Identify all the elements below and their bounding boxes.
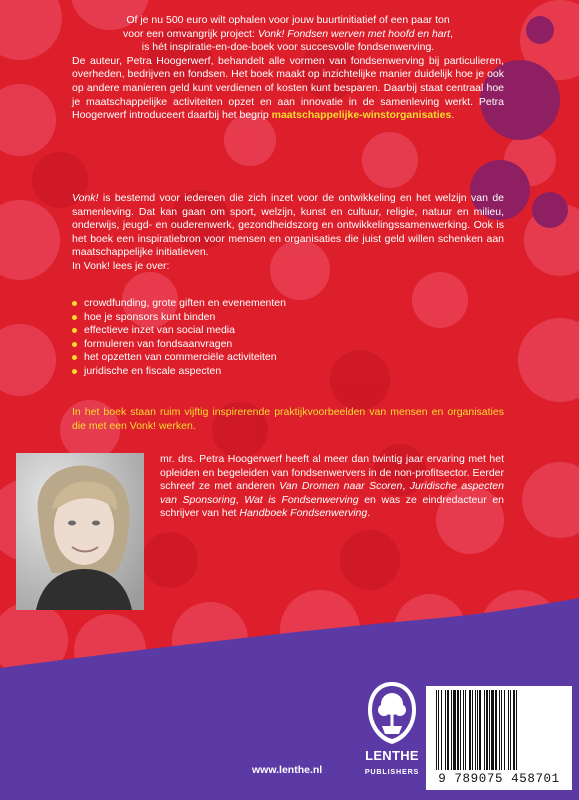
barcode-bar bbox=[472, 690, 473, 770]
author-bio bbox=[160, 453, 504, 521]
barcode-bar bbox=[501, 690, 502, 770]
list-item bbox=[72, 365, 504, 379]
intro-line-1: Of je nu 500 euro wilt ophalen voor jouw buurtinitiatief of een paar ton bbox=[126, 14, 450, 26]
bio-end: . bbox=[367, 507, 371, 520]
barcode-bar bbox=[441, 690, 442, 770]
list-item bbox=[72, 324, 504, 338]
barcode-bar bbox=[460, 690, 461, 770]
publisher-website-link[interactable]: www.lenthe.nl bbox=[252, 764, 323, 776]
intro-paragraph bbox=[72, 14, 504, 123]
barcode-bar bbox=[504, 690, 505, 770]
tree-emblem-icon bbox=[362, 680, 422, 746]
bio-text: en was ze eindredacteur en schrijver van het bbox=[160, 493, 504, 520]
list-item-text: hoe je sponsors kunt binden bbox=[84, 310, 216, 323]
barcode-bar bbox=[453, 690, 456, 770]
bio-separator: , bbox=[402, 480, 410, 493]
intro-body: De auteur, Petra Hoogerwerf, behandelt alle vormen van fondsenwerving bij particulieren, overheden, bedrijven en fondsen. Het boek maakt op inzichtelijke manier duidelijk hoe je ook op andere manieren geld kunt verdienen of kosten kunt besparen. Daarbij staat centraal hoe je maatschappelijke activiteiten opzet en aan innovatie in de samenleving werkt. Petra Hoogerwerf introduceert daarbij het begrip bbox=[72, 54, 504, 122]
barcode-bar bbox=[510, 690, 511, 770]
intro-term-end: . bbox=[451, 109, 455, 122]
barcode-bar bbox=[513, 690, 515, 770]
list-intro: In Vonk! lees je over: bbox=[72, 259, 170, 272]
bullet-icon bbox=[72, 342, 77, 347]
publisher-logo bbox=[362, 680, 422, 786]
barcode-bar bbox=[465, 690, 466, 770]
audience-text: is bestemd voor iedereen die zich inzet voor de ontwikkeling en het welzijn van de samenleving. Dat kan gaan om sport, welzijn, kunst en cultuur, religie, natuur en milieu, onderwijs, jeugd- en ouderenwerk, gezondheidszorg en ontwikkelingssamenwerking. Ook is het boek een inspiratiebron voor mensen en organisaties die juist geld willen schenken aan maatschappelijke initiatieven. bbox=[72, 192, 504, 259]
author-portrait-icon bbox=[16, 453, 144, 610]
barcode-bar bbox=[475, 690, 476, 770]
barcode-bar bbox=[445, 690, 446, 770]
intro-line-2-comma: , bbox=[450, 27, 453, 40]
bullet-icon bbox=[72, 355, 77, 360]
topic-list bbox=[72, 297, 504, 379]
bio-book-title: Van Dromen naar Scoren bbox=[279, 480, 403, 493]
audience-title: Vonk! bbox=[72, 192, 99, 204]
bio-book-title: Juridische aspecten van Sponsoring bbox=[160, 480, 504, 506]
barcode-bar bbox=[508, 690, 509, 770]
barcode-bar bbox=[495, 690, 497, 770]
barcode-bar bbox=[463, 690, 464, 770]
bio-book-title: Handboek Fondsenwerving bbox=[239, 507, 368, 520]
audience-paragraph bbox=[72, 192, 504, 274]
list-item-text: juridische en fiscale aspecten bbox=[84, 364, 222, 377]
intro-line-2-text: voor een omvangrijk project: bbox=[123, 27, 258, 40]
barcode-bar bbox=[516, 690, 517, 770]
barcode-bar bbox=[451, 690, 452, 770]
barcode-bar bbox=[486, 690, 488, 770]
intro-line-2 bbox=[72, 28, 504, 42]
bullet-icon bbox=[72, 301, 77, 306]
barcode-icon bbox=[426, 686, 572, 772]
bio-separator: , bbox=[235, 493, 245, 506]
barcode-bar bbox=[436, 690, 437, 770]
list-item-text: effectieve inzet van social media bbox=[84, 324, 235, 337]
isbn-digits: 9 789075 458701 bbox=[438, 772, 560, 786]
list-item-text: crowdfunding, grote giften en evenementen bbox=[84, 297, 286, 309]
barcode-bar bbox=[469, 690, 471, 770]
author-photo bbox=[16, 453, 144, 610]
barcode-bar bbox=[489, 690, 490, 770]
list-item-text: formuleren van fondsaanvragen bbox=[84, 337, 233, 350]
intro-line-3: is hét inspiratie-en-doe-boek voor succesvolle fondsenwerving. bbox=[141, 41, 435, 54]
barcode-bar bbox=[438, 690, 439, 770]
list-item bbox=[72, 338, 504, 352]
publisher-subtitle: PUBLISHERS bbox=[364, 767, 420, 776]
barcode-bar bbox=[491, 690, 494, 770]
list-item bbox=[72, 351, 504, 365]
barcode-bar bbox=[484, 690, 485, 770]
barcode-bar bbox=[477, 690, 478, 770]
bullet-icon bbox=[72, 369, 77, 374]
publisher-name: LENTHE bbox=[365, 748, 419, 763]
bio-text: mr. drs. Petra Hoogerwerf heeft al meer dan twintig jaar ervaring met het opleiden en begeleiden van fondsenwervers in de non-profitsector. Eerder schreef ze met anderen bbox=[160, 453, 504, 493]
list-item-text: het opzetten van commerciële activiteiten bbox=[84, 351, 277, 364]
bullet-icon bbox=[72, 328, 77, 333]
book-title: Vonk! Fondsen werven met hoofd en hart bbox=[257, 27, 451, 40]
list-item bbox=[72, 297, 504, 311]
highlight-statement: In het boek staan ruim vijftig inspirerende praktijkvoorbeelden van mensen en organisaties die met een Vonk! werken. bbox=[72, 406, 504, 432]
bio-book-title: Wat is Fondsenwerving bbox=[244, 493, 359, 506]
isbn-barcode bbox=[426, 686, 572, 790]
barcode-bar bbox=[457, 690, 459, 770]
list-item bbox=[72, 311, 504, 325]
key-term: maatschappelijke-winstorganisaties bbox=[271, 109, 452, 122]
bullet-icon bbox=[72, 315, 77, 320]
barcode-bar bbox=[499, 690, 500, 770]
barcode-bar bbox=[479, 690, 481, 770]
barcode-bar bbox=[447, 690, 449, 770]
